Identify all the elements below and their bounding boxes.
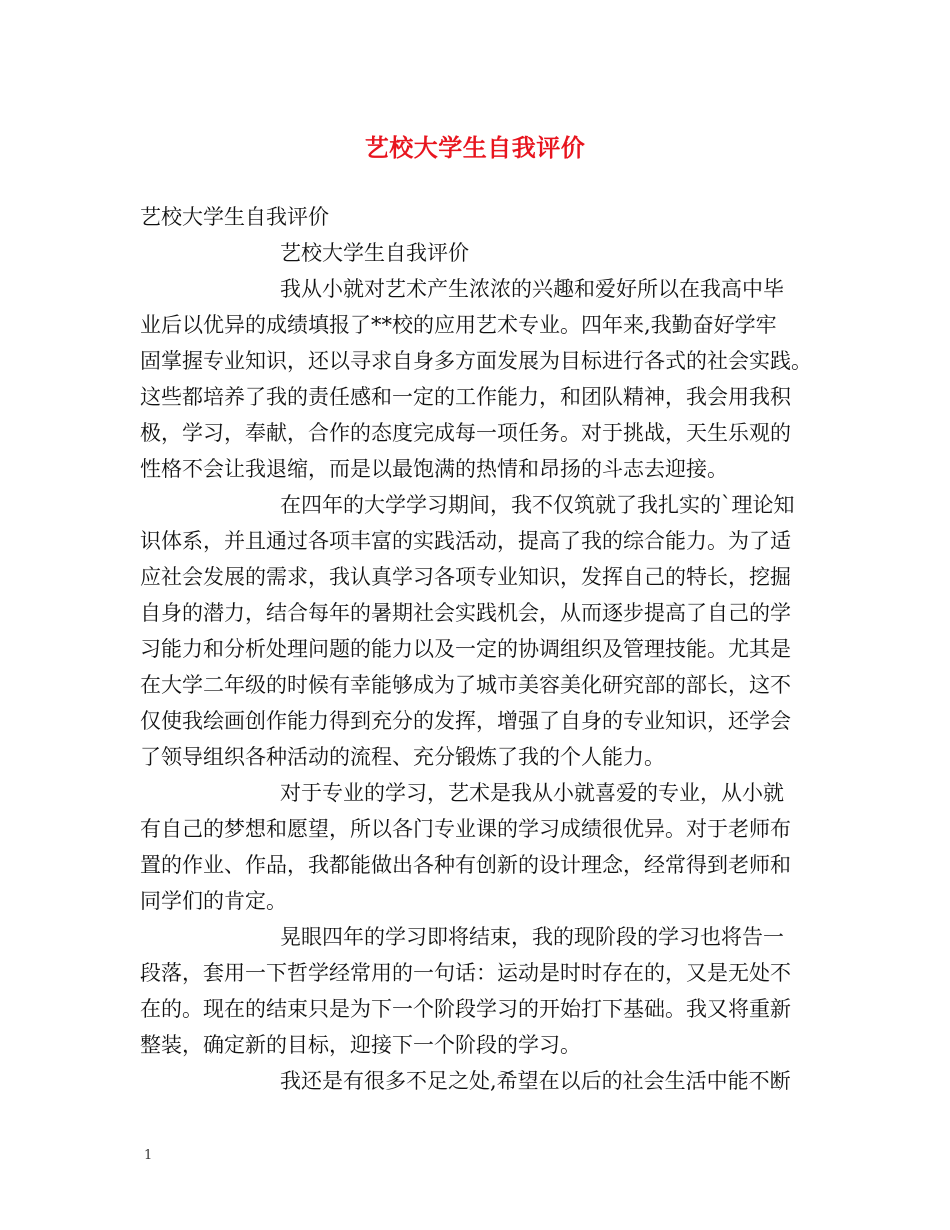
paragraph-line: 固掌握专业知识，还以寻求自身多方面发展为目标进行各式的社会实践。	[140, 349, 812, 373]
paragraph-line: 在四年的大学学习期间，我不仅筑就了我扎实的`理论知	[280, 493, 795, 517]
doc-subheading-line: 艺校大学生自我评价	[280, 241, 469, 265]
paragraph-line: 自身的潜力，结合每年的暑期社会实践机会，从而逐步提高了自己的学	[140, 601, 791, 625]
document-body	[140, 199, 820, 1099]
paragraph-line: 对于专业的学习，艺术是我从小就喜爱的专业，从小就	[280, 781, 784, 805]
paragraph-line: 在大学二年级的时候有幸能够成为了城市美容美化研究部的部长，这不	[140, 673, 791, 697]
doc-heading-line: 艺校大学生自我评价	[140, 205, 329, 229]
paragraph-line: 识体系，并且通过各项丰富的实践活动，提高了我的综合能力。为了适	[140, 529, 791, 553]
paragraph-line: 我从小就对艺术产生浓浓的兴趣和爱好所以在我高中毕	[280, 277, 784, 301]
paragraph-line: 晃眼四年的学习即将结束，我的现阶段的学习也将告一	[280, 925, 784, 949]
paragraph-line: 同学们的肯定。	[140, 889, 287, 913]
page-number: 1	[144, 1148, 153, 1163]
paragraph-line: 这些都培养了我的责任感和一定的工作能力，和团队精神，我会用我积	[140, 385, 791, 409]
paragraph-line: 置的作业、作品，我都能做出各种有创新的设计理念，经常得到老师和	[140, 853, 791, 877]
paragraph-line: 仅使我绘画创作能力得到充分的发挥，增强了自身的专业知识，还学会	[140, 709, 791, 733]
paragraph-line: 极，学习，奉献，合作的态度完成每一项任务。对于挑战，天生乐观的	[140, 421, 791, 445]
paragraph-line: 业后以优异的成绩填报了**校的应用艺术专业。四年来,我勤奋好学牢	[140, 313, 777, 337]
paragraph-line: 性格不会让我退缩，而是以最饱满的热情和昂扬的斗志去迎接。	[140, 457, 728, 481]
paragraph-line: 应社会发展的需求，我认真学习各项专业知识，发挥自己的特长，挖掘	[140, 565, 791, 589]
paragraph-line: 段落，套用一下哲学经常用的一句话：运动是时时存在的，又是无处不	[140, 961, 791, 985]
paragraph-line: 整装，确定新的目标，迎接下一个阶段的学习。	[140, 1033, 581, 1057]
document-title: 艺校大学生自我评价	[364, 133, 586, 162]
paragraph-line: 习能力和分析处理问题的能力以及一定的协调组织及管理技能。尤其是	[140, 637, 791, 661]
paragraph-line: 了领导组织各种活动的流程、充分锻炼了我的个人能力。	[140, 745, 665, 769]
paragraph-line: 在的。现在的结束只是为下一个阶段学习的开始打下基础。我又将重新	[140, 997, 791, 1021]
paragraph-line: 有自己的梦想和愿望，所以各门专业课的学习成绩很优异。对于老师布	[140, 817, 791, 841]
paragraph-line: 我还是有很多不足之处,希望在以后的社会生活中能不断	[280, 1069, 791, 1093]
